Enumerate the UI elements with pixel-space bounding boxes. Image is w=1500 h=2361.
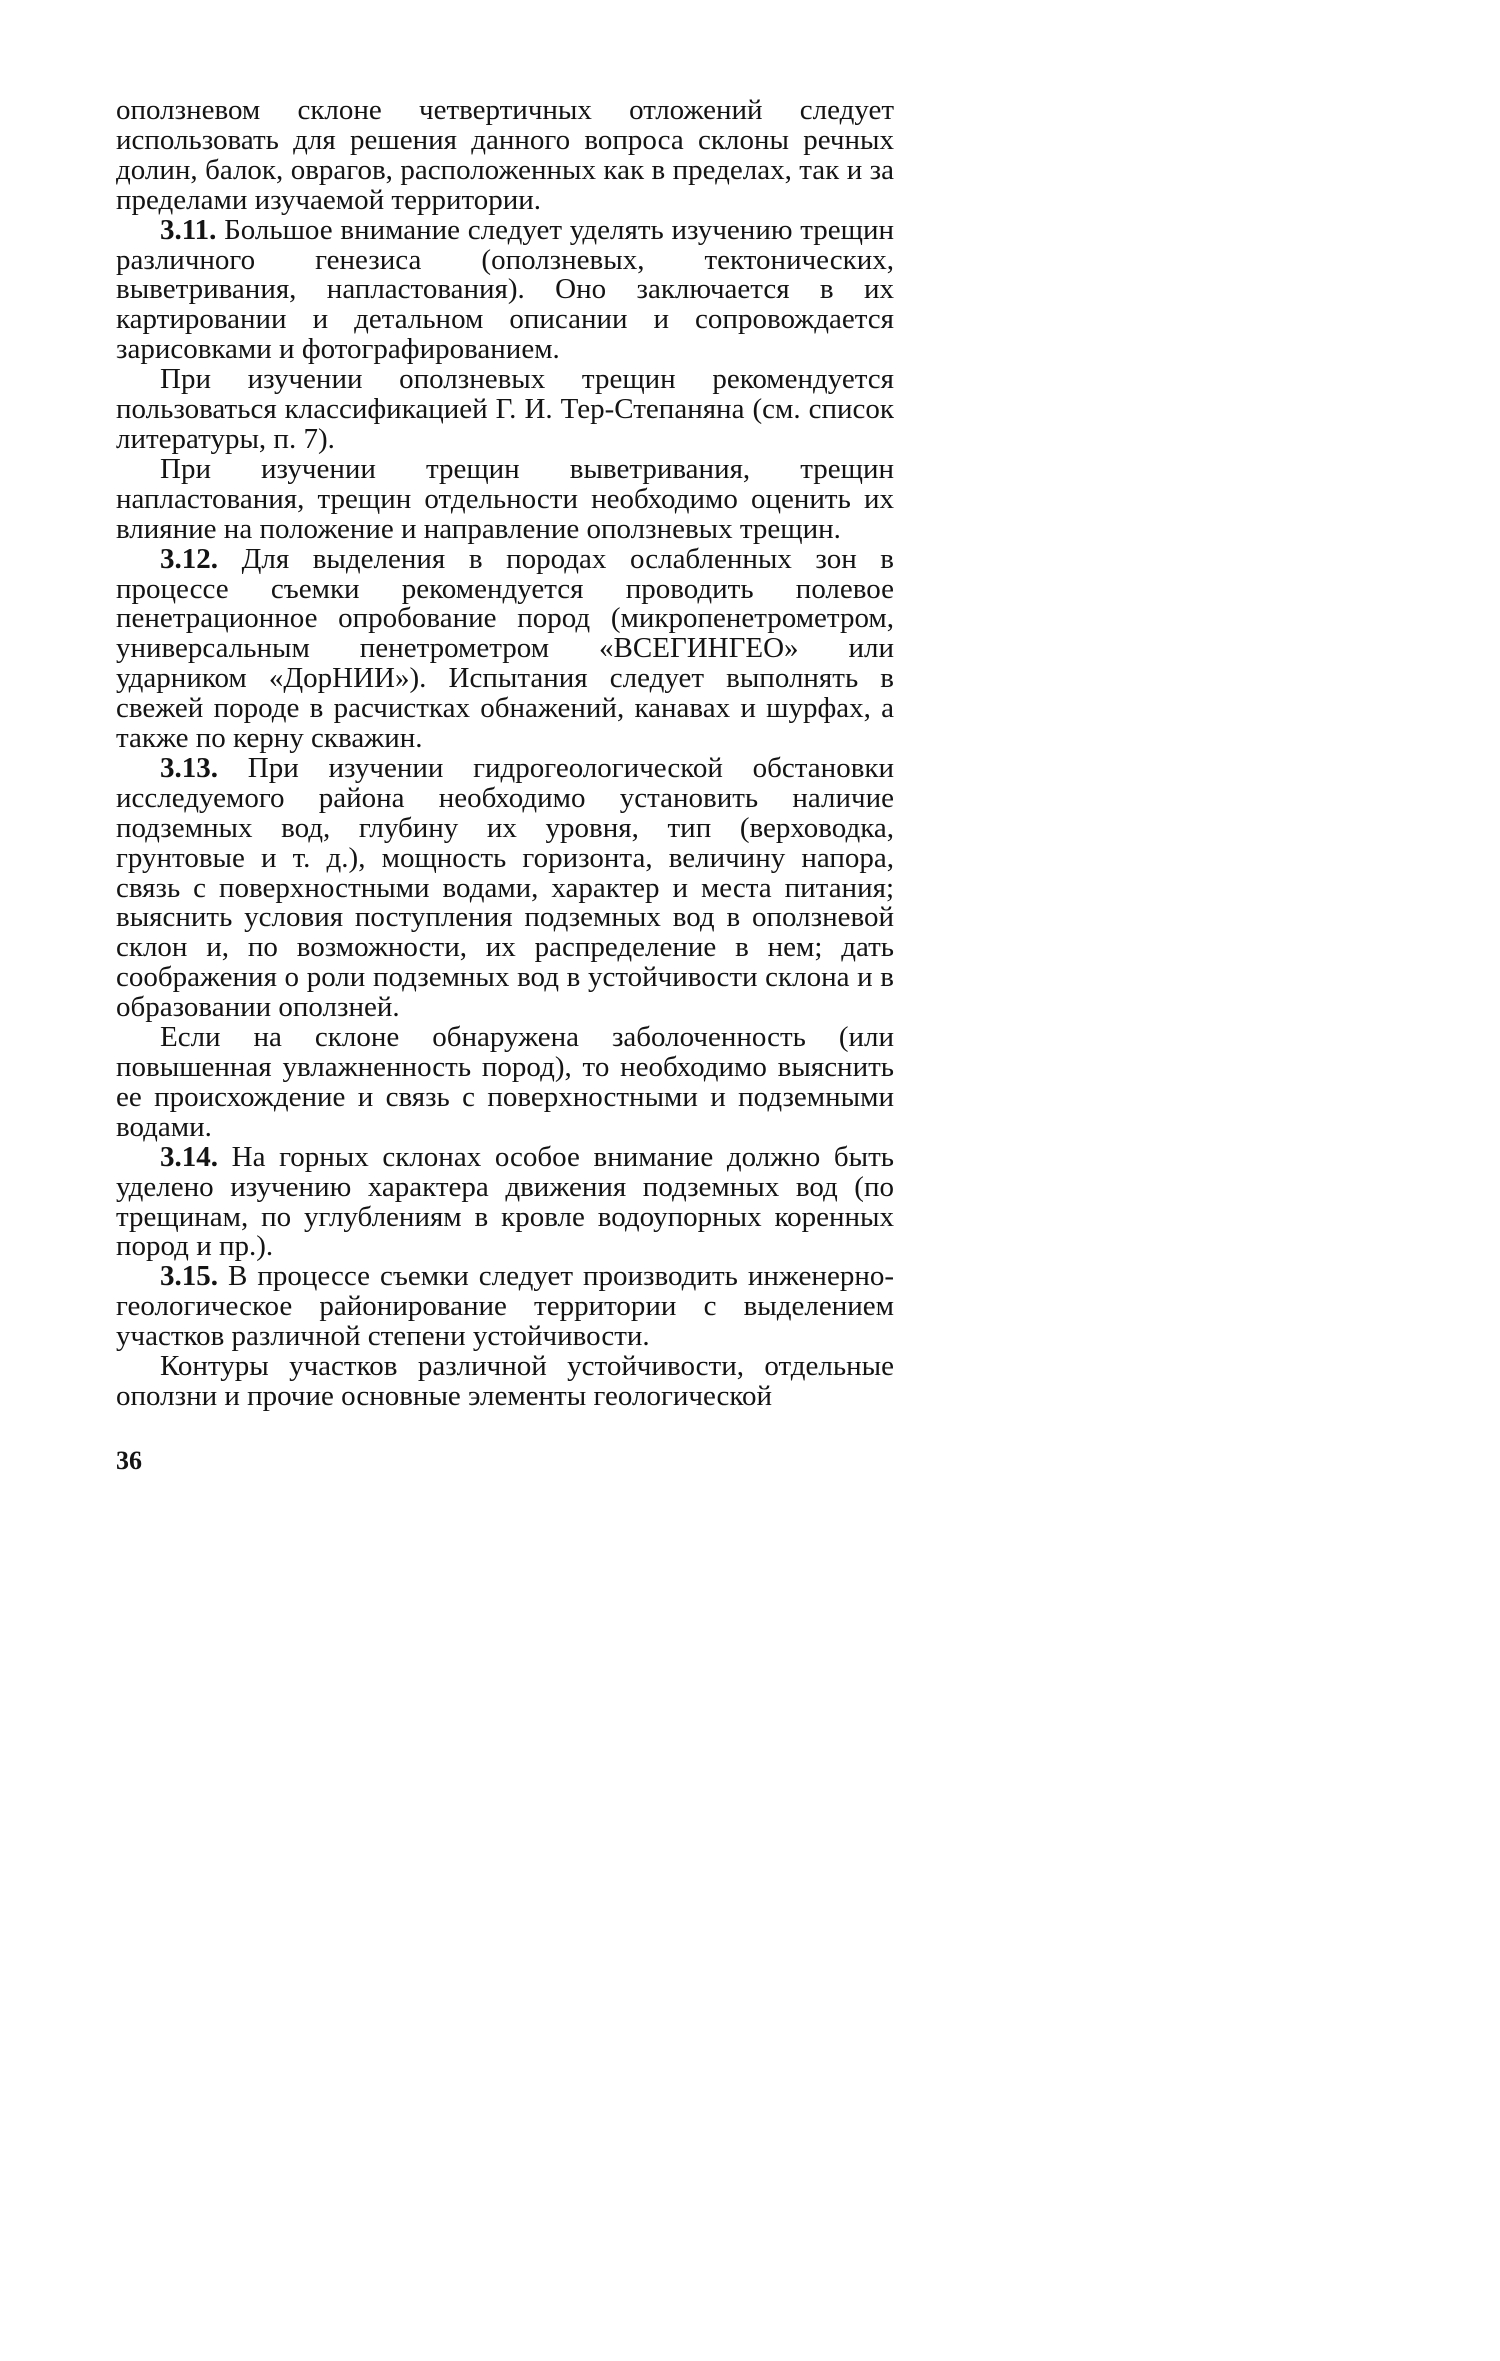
paragraph-text: В процессе съемки следует производить инженерно-геологическое районирование территории с выделением участков различной степени устойчивости. bbox=[116, 1260, 894, 1353]
section-number: 3.15. bbox=[160, 1260, 218, 1293]
page-body bbox=[116, 96, 894, 1412]
paragraph-text: Большое внимание следует уделять изучению трещин различного генезиса (оползневых, тектонических, выветривания, напластования). Оно заключается в их картировании и детальном описании и сопровождается зарисовками и фотографированием. bbox=[116, 213, 894, 366]
paragraph-weathering-cracks bbox=[116, 452, 894, 545]
paragraph-3-12 bbox=[116, 542, 894, 755]
paragraph-contours bbox=[116, 1352, 894, 1412]
paragraph-3-11 bbox=[116, 213, 894, 366]
paragraph-landslide-cracks bbox=[116, 365, 894, 455]
paragraph-3-14 bbox=[116, 1140, 894, 1263]
paragraph-text: Если на склоне обнаружена заболоченность (или повышенная увлажненность пород), то необходимо выяснить ее происхождение и связь с поверхностными и подземными водами. bbox=[116, 1021, 894, 1143]
section-number: 3.14. bbox=[160, 1140, 218, 1173]
paragraph-text: Контуры участков различной устойчивости, отдельные оползни и прочие основные элементы геологической bbox=[116, 1350, 894, 1412]
paragraph-text: На горных склонах особое внимание должно быть уделено изучению характера движения подземных вод (по трещинам, по углублениям в кровле водоупорных коренных пород и пр.). bbox=[116, 1140, 894, 1263]
paragraph-text: При изучении трещин выветривания, трещин напластования, трещин отдельности необходимо оценить их влияние на положение и направление оползневых трещин. bbox=[116, 452, 894, 545]
section-number: 3.11. bbox=[160, 213, 217, 246]
section-number: 3.12. bbox=[160, 542, 218, 575]
paragraph-text: При изучении гидрогеологической обстановки исследуемого района необходимо установить наличие подземных вод, глубину их уровня, тип (верховодка, грунтовые и т. д.), мощность горизонта, величину напора, связь с поверхностными водами, характер и места питания; выяснить условия поступления подземных вод в оползневой склон и, по возможности, их распределение в нем; дать соображения о роли подземных вод в устойчивости склона и в образовании оползней. bbox=[116, 751, 894, 1024]
paragraph-text: Для выделения в породах ослабленных зон в процессе съемки рекомендуется проводить полевое пенетрационное опробование пород (микропенетрометром, универсальным пенетрометром «ВСЕГИНГЕО» или ударником «ДорНИИ»). Испытания следует выполнять в свежей породе в расчистках обнажений, канавах и шурфах, а также по керну скважин. bbox=[116, 542, 894, 755]
paragraph-text: оползневом склоне четвертичных отложений следует использовать для решения данного вопроса склоны речных долин, балок, оврагов, расположенных как в пределах, так и за пределами изучаемой территории. bbox=[116, 94, 894, 216]
paragraph-3-15 bbox=[116, 1262, 894, 1352]
paragraph-3-13 bbox=[116, 751, 894, 1024]
paragraph-continuation bbox=[116, 96, 894, 216]
section-number: 3.13. bbox=[160, 751, 218, 784]
paragraph-swampiness bbox=[116, 1023, 894, 1143]
paragraph-text: При изучении оползневых трещин рекомендуется пользоваться классификацией Г. И. Тер-Степаняна (см. список литературы, п. 7). bbox=[116, 363, 894, 455]
page-number: 36 bbox=[116, 1446, 142, 1475]
